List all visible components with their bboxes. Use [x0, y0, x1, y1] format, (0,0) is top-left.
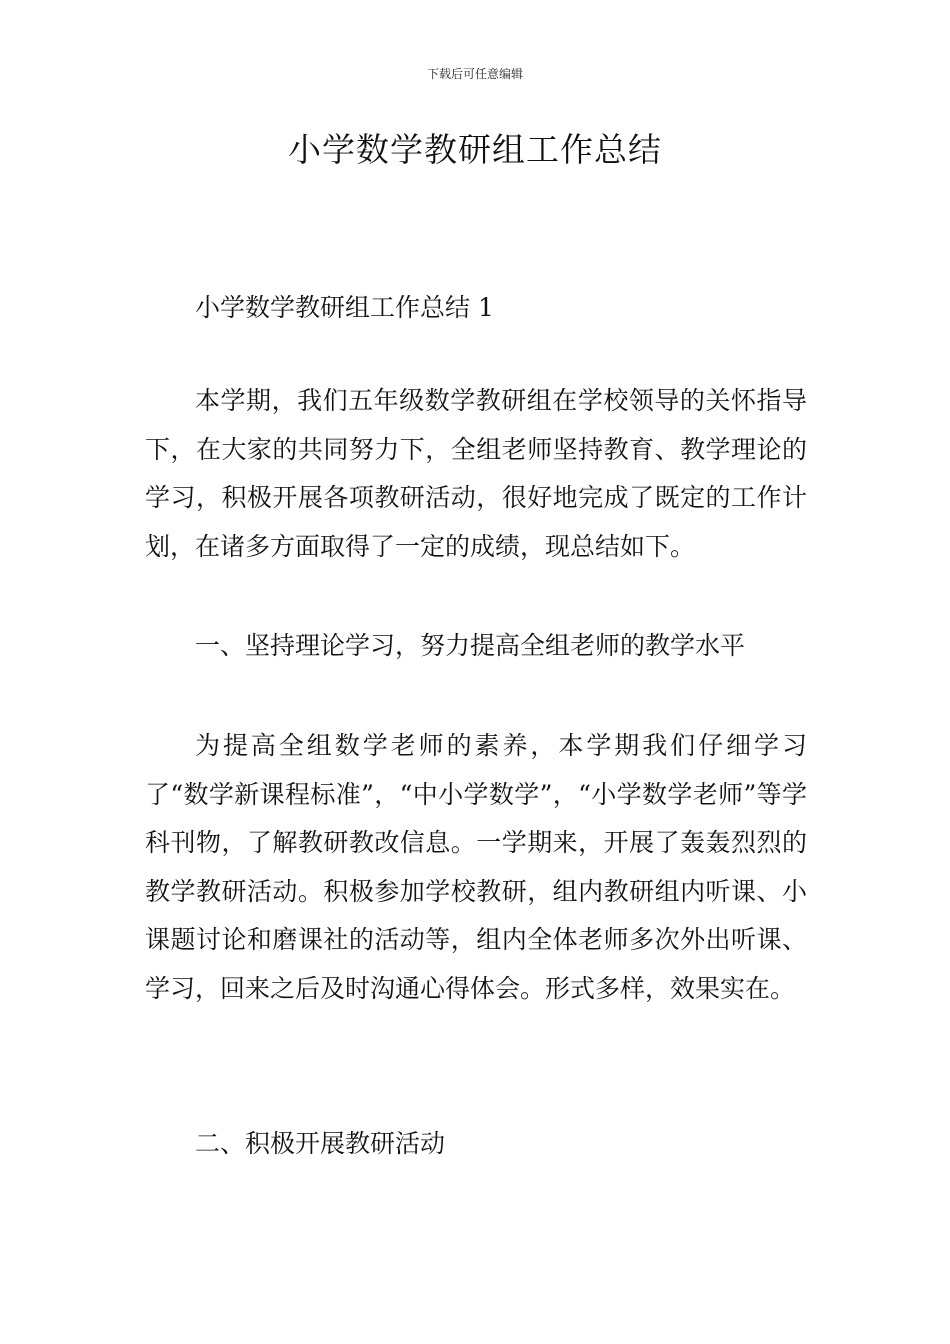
section-heading-2: 二、积极开展教研活动: [195, 1129, 446, 1158]
header-note: 下载后可任意编辑: [426, 67, 523, 81]
section-heading-1: 一、坚持理论学习，努力提高全组老师的教学水平: [195, 631, 746, 660]
document-title: 小学数学教研组工作总结: [288, 130, 662, 169]
section-1-paragraph: 为提高全组数学老师的素养，本学期我们仔细学习了“数学新课程标准”，“中小学数学”，“小学数学老师”等学科刊物，了解教研教改信息。一学期来，开展了轰轰烈烈的教学教研活动。积极参加学校教研，组内教研组内听课、小课题讨论和磨课社的活动等，组内全体老师多次外出听课、学习，回来之后及时沟通心得体会。形式多样，效果实在。: [145, 731, 807, 1003]
intro-paragraph: 本学期，我们五年级数学教研组在学校领导的关怀指导下，在大家的共同努力下，全组老师坚持教育、教学理论的学习，积极开展各项教研活动，很好地完成了既定的工作计划，在诸多方面取得了一定的成绩，现总结如下。: [145, 386, 807, 561]
document-subtitle: 小学数学教研组工作总结 1: [195, 293, 494, 322]
